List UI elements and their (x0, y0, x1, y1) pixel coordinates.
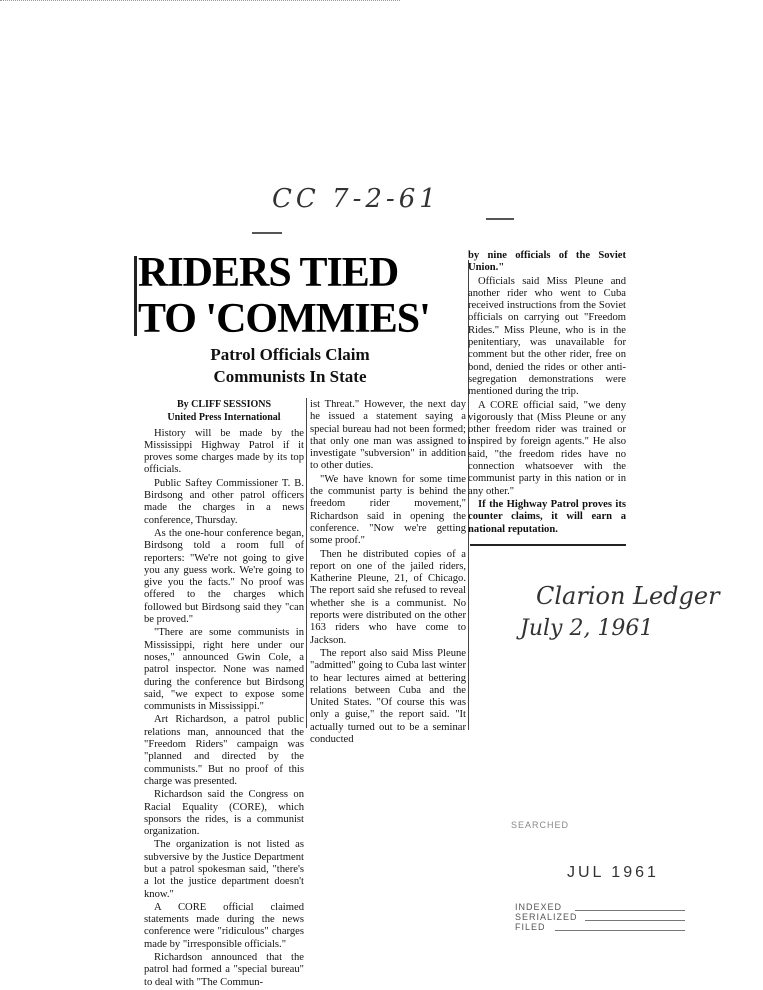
column-divider (306, 398, 307, 728)
top-dotted-border (0, 0, 400, 5)
paragraph: by nine officials of the Soviet Union." (468, 250, 626, 274)
paragraph: ist Threat." However, the next day he issued a statement saying a special bureau had not been formed; that only one man was assigned to investigate "subversion" in addition to other duties. (310, 399, 466, 472)
paragraph: Then he distributed copies of a report on one of the jailed riders, Katherine Pleune, 21, of Chicago. The report said she refused to reveal whether she is a communist. No reports were distributed on the other 163 riders who have come to Jackson. (310, 548, 466, 646)
handwritten-source-date: July 2, 1961 (520, 616, 654, 641)
paragraph: "We have known for some time the communist party is behind the freedom rider movement," Richardson said in opening the conference. "Now we're getting some proof." (310, 473, 466, 547)
subheadline (180, 344, 400, 388)
note-underline-right (486, 218, 514, 220)
paragraph: Officials said Miss Pleune and another rider who went to Cuba received instructions from the Soviet officials on carrying out "Freedom Rides." Miss Pleune, who is in the penitentiary, was unavailable for comment but the other rider, free on bond, denied the rides or other anti-segregation demonstrations were mentioned during the trip. (468, 275, 626, 398)
paragraph: A CORE official said, "we deny vigorously that (Miss Pleune or any other freedom rider was trained or inspired by foreign agents." He also said, "the freedom rides have no connection whatsoever with the communist party in this nation or in any other." (468, 399, 626, 497)
paragraph: History will be made by the Mississippi Highway Patrol if it proves some charges made by its top officials. (144, 427, 304, 476)
stamp-filed: FILED (515, 922, 546, 932)
headline-left-rule (134, 256, 137, 336)
paragraph: The organization is not listed as subversive by the Justice Department but a patrol spokesman said, "there's a lot the justice department doesn't know." (144, 839, 304, 900)
paragraph: As the one-hour conference began, Birdsong told a room full of reporters: "We're not going to give you any guess work. We're going to give you the facts." No proof was offered to the charges which followed but Birdsong said they "can be proved." (144, 527, 304, 626)
paragraph: The report also said Miss Pleune "admitted" going to Cuba last winter to hear lectures aimed at bettering relations between Cuba and the United States. "Of course this was only a guise," the report said. "It actually turned out to be a seminar conducted (310, 647, 466, 746)
paragraph: Public Saftey Commissioner T. B. Birdsong and other patrol officers made the charges in a news conference, Thursday. (144, 477, 304, 526)
paragraph: A CORE official claimed statements made during the news conference were "ridiculous" charges made by "irresponsible officials." (144, 901, 304, 950)
article-end-rule (470, 544, 626, 546)
stamp-line (585, 920, 685, 921)
stamp-serialized: SERIALIZED (515, 912, 578, 922)
file-stamp (505, 808, 705, 938)
article-column-2 (310, 399, 466, 747)
stamp-date: JUL 1961 (567, 864, 659, 881)
paragraph: If the Highway Patrol proves its counter claims, it will earn a national reputation. (468, 498, 626, 535)
article-column-1 (144, 399, 304, 990)
paragraph: "There are some communists in Mississippi, right here under our noses," announced Gwin Cole, a patrol inspector. None was named during the conference but Birdsong said, "we expect to expose some communists in Mississippi." (144, 627, 304, 713)
paragraph: Richardson announced that the patrol had formed a "special bureau" to deal with "The Commun- (144, 952, 304, 988)
subheadline-line2: Communists In State (213, 367, 367, 386)
headline (138, 250, 468, 342)
paragraph: Richardson said the Congress on Racial Equality (CORE), which sponsors the rides, is a communist organization. (144, 789, 304, 838)
stamp-searched: SEARCHED (511, 820, 570, 830)
handwritten-file-note: CC 7-2-61 (272, 184, 440, 214)
stamp-line (555, 930, 685, 931)
agency: United Press International (167, 412, 281, 424)
byline: By CLIFF SESSIONS (176, 399, 272, 410)
headline-line2: TO 'COMMIES' (138, 296, 430, 342)
subheadline-line1: Patrol Officials Claim (210, 345, 370, 364)
article-column-3 (468, 250, 626, 537)
note-underline (252, 232, 282, 234)
paragraph: Art Richardson, a patrol public relations man, announced that the "Freedom Riders" campaign was "planned and directed by the communists." But no proof of this charge was presented. (144, 714, 304, 787)
handwritten-source-name: Clarion Ledger (536, 582, 720, 610)
stamp-line (575, 910, 685, 911)
stamp-indexed: INDEXED (515, 902, 563, 912)
headline-line1: RIDERS TIED (138, 250, 399, 296)
